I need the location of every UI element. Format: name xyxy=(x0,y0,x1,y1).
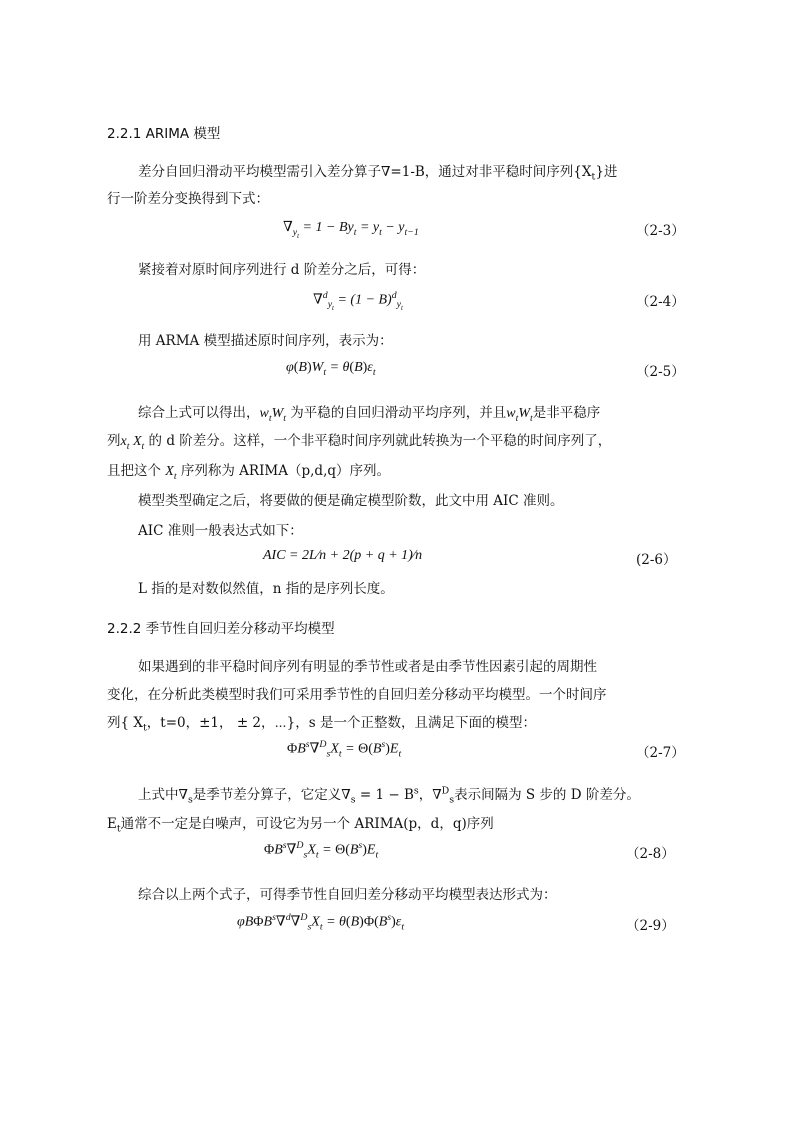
paragraph-line: 紧接着对原时间序列进行 d 阶差分之后，可得： xyxy=(138,262,426,278)
equation-2-6: AIC = 2L∕n + 2(p + q + 1)∕n xyxy=(263,548,423,563)
section-heading-2-2-1: 2.2.1 ARIMA 模型 xyxy=(107,126,221,142)
equation-number: （2-3） xyxy=(636,223,685,239)
paragraph-line: 如果遇到的非平稳时间序列有明显的季节性或者是由季节性因素引起的周期性 xyxy=(138,659,597,675)
paragraph-line: 列$x_t$ $X_t$ 的 d 阶差分。这样，一个非平稳时间序列就此转换为一个平稳的时间序列了， xyxy=(107,433,612,452)
equation-number: （2-4） xyxy=(636,294,685,310)
paragraph-line: AIC 准则一般表达式如下： xyxy=(138,523,303,539)
equation-number: （2-5） xyxy=(636,364,685,380)
paragraph-line: 行一阶差分变换得到下式： xyxy=(107,191,269,207)
equation-number: （2-7） xyxy=(636,745,685,761)
equation-number: （2-9） xyxy=(626,918,675,934)
paragraph-line: 上式中$\nabla_s$是季节差分算子，它定义$\nabla_s = 1 - B^s$，∇$^D_s$表示间隔为 S 步的 D 阶差分。 xyxy=(138,785,640,806)
paragraph-line: 综合以上两个式子，可得季节性自回归差分移动平均模型表达形式为： xyxy=(138,887,557,903)
equation-2-3: $\nabla_{y_t} = 1 - By_t = y_t - y_{t-1}$ xyxy=(283,220,419,240)
equation-2-8: $\Phi B^s\nabla^D_sX_t = \Theta(B^s)E_t$ xyxy=(264,840,379,861)
equation-number: （2-8） xyxy=(626,846,675,862)
equation-2-7: $\Phi B^s\nabla^D_sX_t = \Theta(B^s)E_t$ xyxy=(287,739,402,760)
equation-number: (2-6） xyxy=(636,552,677,568)
paragraph-line: 差分自回归滑动平均模型需引入差分算子∇=1-B，通过对非平稳时间序列$\{X_t\}$进 xyxy=(138,164,618,183)
equation-2-5: $\varphi(B)W_t = \theta(B)\varepsilon_t$ xyxy=(286,360,376,378)
equation-2-9: $\varphi B\Phi B^s\nabla^d\nabla^D_sX_t = \theta(B)\Phi(B^s)\varepsilon_t$ xyxy=(237,912,405,933)
paragraph-line: 且把这个 $X_t$ 序列称为 ARIMA（p,d,q）序列。 xyxy=(107,463,391,482)
paragraph-line: L 指的是对数似然值，n 指的是序列长度。 xyxy=(138,581,394,597)
equation-2-4: $\nabla^d_{y_t} = (1 - B)^d_{y_t}$ xyxy=(313,290,403,313)
paragraph-line: 变化，在分析此类模型时我们可采用季节性的自回归差分移动平均模型。一个时间序 xyxy=(107,687,607,703)
paragraph-line: $E_t$通常不一定是白噪声，可设它为另一个 ARIMA(p，d，q)序列 xyxy=(107,816,494,835)
paragraph-line: 列{ $X_t$，t=0，±1， ± 2，⋯}，s 是一个正整数，且满足下面的模型： xyxy=(107,715,536,734)
paragraph-line: 综合上式可以得出，$w_tW_t$ 为平稳的自回归滑动平均序列，并且$w_tW_t$是非平稳序 xyxy=(138,405,601,424)
paragraph-line: 用 ARMA 模型描述原时间序列，表示为： xyxy=(138,333,393,349)
section-heading-2-2-2: 2.2.2 季节性自回归差分移动平均模型 xyxy=(107,621,335,637)
paragraph-line: 模型类型确定之后，将要做的便是确定模型阶数，此文中用 AIC 准则。 xyxy=(138,493,564,509)
